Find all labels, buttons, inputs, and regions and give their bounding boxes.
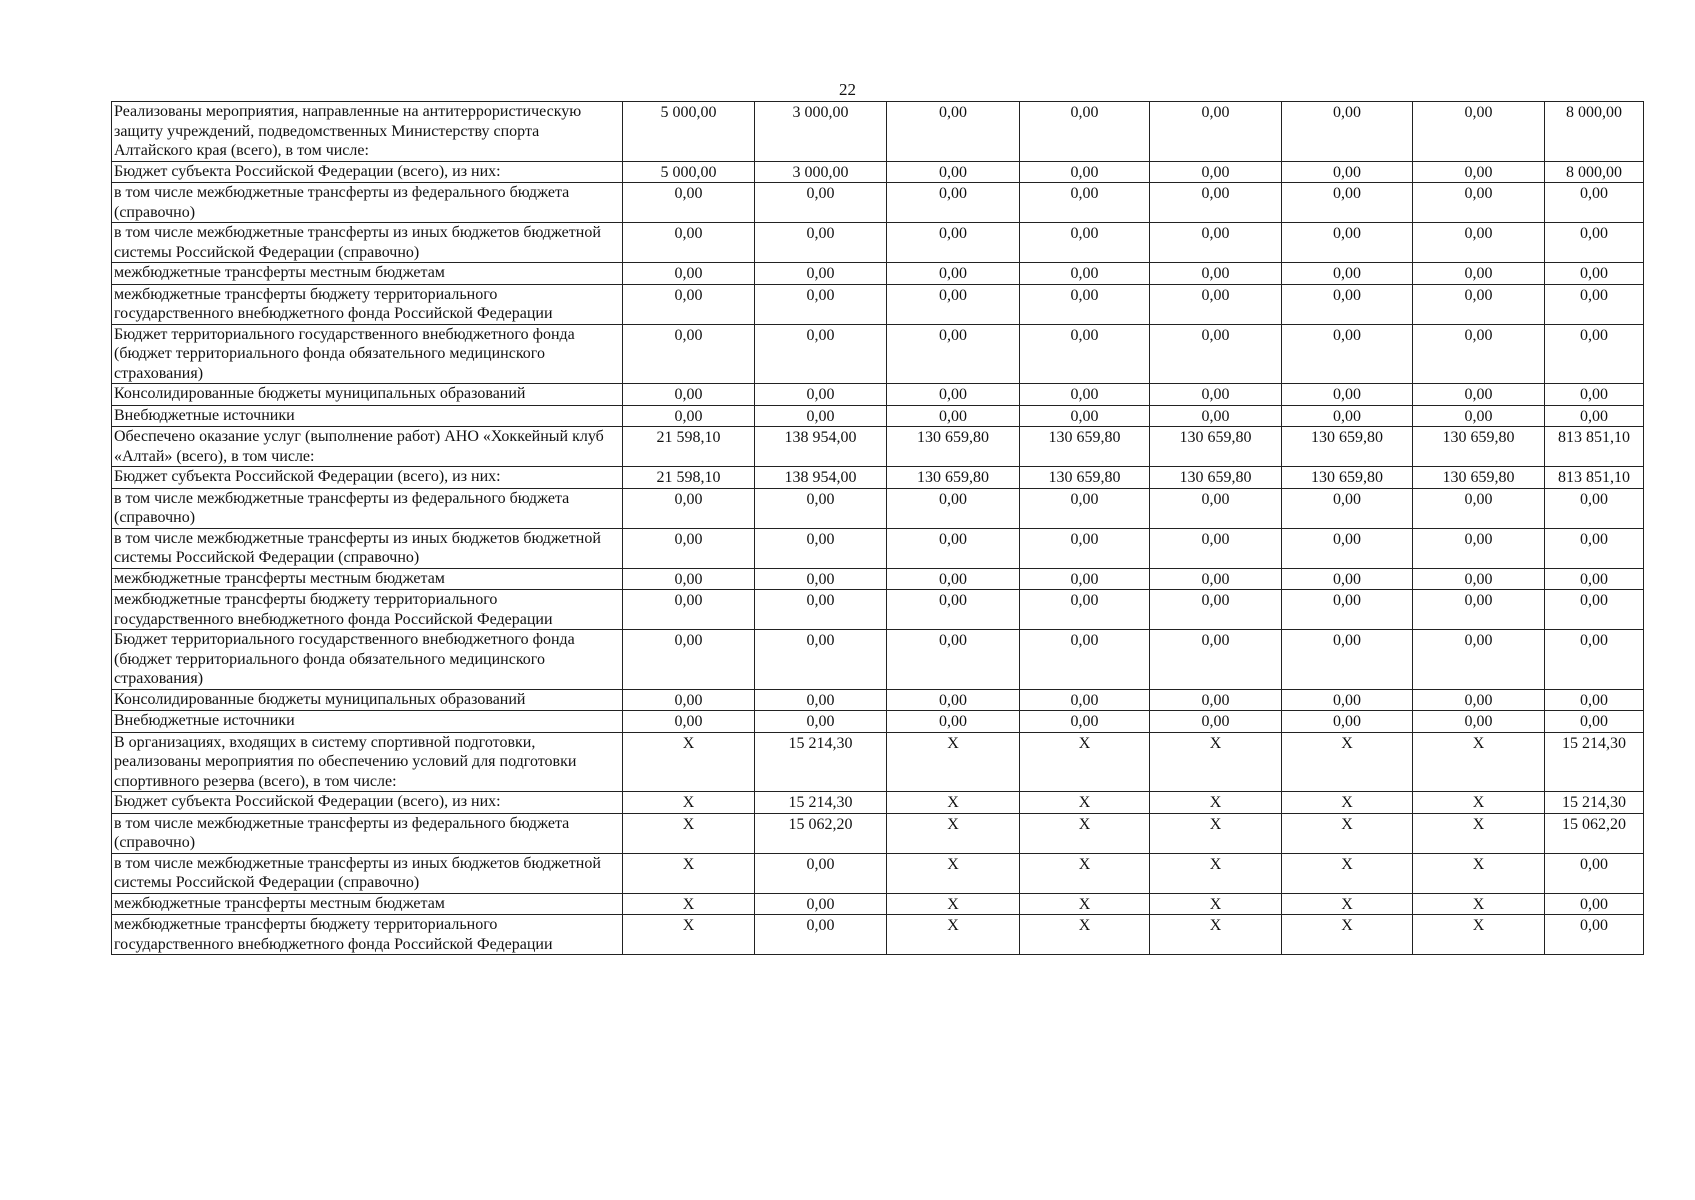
row-label: межбюджетные трансферты бюджету территориального государственного внебюджетного фонда Российской Федерации <box>112 915 623 955</box>
table-row <box>112 427 1644 467</box>
row-value: 0,00 <box>755 223 887 263</box>
row-value: 0,00 <box>1282 689 1413 711</box>
row-value: X <box>1282 813 1413 853</box>
row-value: X <box>1020 813 1150 853</box>
row-value: 0,00 <box>887 528 1020 568</box>
row-value: X <box>1282 792 1413 814</box>
row-value: 0,00 <box>1413 528 1545 568</box>
row-value: 0,00 <box>1413 102 1545 162</box>
row-value: 0,00 <box>1150 284 1282 324</box>
row-value: 0,00 <box>887 590 1020 630</box>
row-value: 0,00 <box>1020 384 1150 406</box>
row-value: 0,00 <box>1413 324 1545 384</box>
row-value: 0,00 <box>887 223 1020 263</box>
row-value: X <box>1413 813 1545 853</box>
row-value: 0,00 <box>1150 488 1282 528</box>
row-value: 0,00 <box>1150 384 1282 406</box>
row-value: 0,00 <box>1545 853 1644 893</box>
row-value: 0,00 <box>755 284 887 324</box>
row-value: 0,00 <box>1545 488 1644 528</box>
row-value: 130 659,80 <box>887 427 1020 467</box>
row-value: 0,00 <box>755 689 887 711</box>
row-value: 0,00 <box>623 223 755 263</box>
row-value: 21 598,10 <box>623 467 755 489</box>
row-value: 0,00 <box>755 915 887 955</box>
table-row <box>112 689 1644 711</box>
row-label: Реализованы мероприятия, направленные на антитеррористическую защиту учреждений, подведомственных Министерству спорта Алтайского края (всего), в том числе: <box>112 102 623 162</box>
row-value: X <box>623 732 755 792</box>
row-value: X <box>1150 853 1282 893</box>
row-value: X <box>887 813 1020 853</box>
row-value: X <box>623 853 755 893</box>
row-value: 0,00 <box>623 263 755 285</box>
table-row <box>112 488 1644 528</box>
row-value: 0,00 <box>1020 711 1150 733</box>
row-value: X <box>1150 732 1282 792</box>
table-row <box>112 161 1644 183</box>
row-value: 0,00 <box>1150 689 1282 711</box>
row-value: 0,00 <box>1282 263 1413 285</box>
row-value: 0,00 <box>1545 590 1644 630</box>
row-label: в том числе межбюджетные трансферты из федерального бюджета (справочно) <box>112 813 623 853</box>
row-value: 0,00 <box>1413 488 1545 528</box>
row-value: X <box>1413 792 1545 814</box>
row-value: X <box>887 853 1020 893</box>
row-value: 0,00 <box>755 568 887 590</box>
budget-table-body <box>112 102 1644 955</box>
row-value: X <box>1413 732 1545 792</box>
row-label: межбюджетные трансферты местным бюджетам <box>112 263 623 285</box>
row-value: X <box>1413 853 1545 893</box>
row-value: 0,00 <box>1545 183 1644 223</box>
row-value: 15 214,30 <box>1545 792 1644 814</box>
row-value: 0,00 <box>1150 568 1282 590</box>
row-value: 0,00 <box>755 711 887 733</box>
row-value: X <box>887 915 1020 955</box>
table-row <box>112 324 1644 384</box>
row-value: 0,00 <box>1150 324 1282 384</box>
row-value: X <box>1282 893 1413 915</box>
row-value: 15 214,30 <box>755 792 887 814</box>
row-value: 0,00 <box>1413 263 1545 285</box>
row-value: X <box>1150 792 1282 814</box>
row-value: 130 659,80 <box>887 467 1020 489</box>
row-value: X <box>1150 813 1282 853</box>
table-row <box>112 384 1644 406</box>
row-value: 0,00 <box>755 263 887 285</box>
row-value: 0,00 <box>1545 893 1644 915</box>
row-value: 0,00 <box>623 711 755 733</box>
row-value: 0,00 <box>1150 263 1282 285</box>
row-value: 0,00 <box>755 183 887 223</box>
row-value: 0,00 <box>887 488 1020 528</box>
row-value: 0,00 <box>1020 223 1150 263</box>
row-value: X <box>887 792 1020 814</box>
row-value: 0,00 <box>755 853 887 893</box>
row-value: X <box>1020 893 1150 915</box>
table-row <box>112 223 1644 263</box>
row-value: 0,00 <box>1150 161 1282 183</box>
row-value: 15 062,20 <box>1545 813 1644 853</box>
row-value: 0,00 <box>1282 102 1413 162</box>
row-value: 15 214,30 <box>1545 732 1644 792</box>
row-label: межбюджетные трансферты местным бюджетам <box>112 893 623 915</box>
row-value: 0,00 <box>1282 384 1413 406</box>
row-value: 0,00 <box>1413 384 1545 406</box>
table-row <box>112 263 1644 285</box>
row-value: 130 659,80 <box>1150 467 1282 489</box>
table-row <box>112 915 1644 955</box>
row-value: X <box>887 893 1020 915</box>
row-value: 0,00 <box>887 284 1020 324</box>
row-value: 0,00 <box>623 590 755 630</box>
row-value: 130 659,80 <box>1413 467 1545 489</box>
row-value: 0,00 <box>1545 689 1644 711</box>
row-value: 0,00 <box>1150 590 1282 630</box>
row-value: 0,00 <box>1545 568 1644 590</box>
row-value: 130 659,80 <box>1282 467 1413 489</box>
row-value: 0,00 <box>887 384 1020 406</box>
row-value: 0,00 <box>1020 405 1150 427</box>
row-value: 0,00 <box>887 263 1020 285</box>
table-row <box>112 568 1644 590</box>
row-value: X <box>1020 792 1150 814</box>
row-value: 0,00 <box>887 630 1020 690</box>
row-value: 130 659,80 <box>1020 427 1150 467</box>
row-value: 0,00 <box>1282 568 1413 590</box>
row-value: 0,00 <box>755 528 887 568</box>
row-value: 0,00 <box>1282 630 1413 690</box>
row-value: 0,00 <box>1150 630 1282 690</box>
row-value: 0,00 <box>1020 161 1150 183</box>
row-value: 0,00 <box>1150 405 1282 427</box>
row-value: 130 659,80 <box>1150 427 1282 467</box>
row-value: 0,00 <box>1282 161 1413 183</box>
table-row <box>112 590 1644 630</box>
table-row <box>112 853 1644 893</box>
row-value: 0,00 <box>1545 915 1644 955</box>
row-value: X <box>1413 893 1545 915</box>
row-value: 8 000,00 <box>1545 102 1644 162</box>
row-value: X <box>1282 853 1413 893</box>
row-value: 0,00 <box>1020 263 1150 285</box>
row-value: X <box>623 893 755 915</box>
row-value: 0,00 <box>623 528 755 568</box>
row-value: 5 000,00 <box>623 161 755 183</box>
row-value: 0,00 <box>1282 405 1413 427</box>
table-row <box>112 813 1644 853</box>
row-value: 0,00 <box>1282 590 1413 630</box>
row-value: 0,00 <box>1150 183 1282 223</box>
row-value: X <box>1020 732 1150 792</box>
row-value: 0,00 <box>1150 223 1282 263</box>
row-value: 0,00 <box>1413 630 1545 690</box>
row-value: 0,00 <box>1545 630 1644 690</box>
row-value: 0,00 <box>1150 711 1282 733</box>
row-value: 0,00 <box>1020 689 1150 711</box>
row-value: 0,00 <box>1413 689 1545 711</box>
row-value: 0,00 <box>1020 324 1150 384</box>
row-value: 813 851,10 <box>1545 467 1644 489</box>
row-value: X <box>1150 893 1282 915</box>
row-label: Бюджет территориального государственного внебюджетного фонда (бюджет территориального фонда обязательного медицинского страхования) <box>112 324 623 384</box>
row-value: 0,00 <box>1413 161 1545 183</box>
row-value: 0,00 <box>1150 102 1282 162</box>
row-value: X <box>623 813 755 853</box>
row-value: 0,00 <box>755 384 887 406</box>
page-number: 22 <box>839 80 856 99</box>
row-value: 0,00 <box>1545 324 1644 384</box>
table-row <box>112 893 1644 915</box>
row-value: 0,00 <box>623 284 755 324</box>
row-label: межбюджетные трансферты бюджету территориального государственного внебюджетного фонда Российской Федерации <box>112 590 623 630</box>
row-label: в том числе межбюджетные трансферты из иных бюджетов бюджетной системы Российской Федерации (справочно) <box>112 853 623 893</box>
row-value: 0,00 <box>623 488 755 528</box>
row-value: 0,00 <box>623 324 755 384</box>
row-value: 0,00 <box>1282 324 1413 384</box>
row-value: X <box>623 915 755 955</box>
row-value: 0,00 <box>623 183 755 223</box>
table-row <box>112 284 1644 324</box>
row-value: X <box>1413 915 1545 955</box>
row-label: Бюджет территориального государственного внебюджетного фонда (бюджет территориального фонда обязательного медицинского страхования) <box>112 630 623 690</box>
row-value: 0,00 <box>1282 528 1413 568</box>
row-value: 0,00 <box>887 102 1020 162</box>
row-value: 0,00 <box>887 568 1020 590</box>
table-row <box>112 732 1644 792</box>
row-value: 0,00 <box>755 405 887 427</box>
row-value: 0,00 <box>623 568 755 590</box>
row-value: 0,00 <box>887 161 1020 183</box>
row-label: Внебюджетные источники <box>112 405 623 427</box>
table-row <box>112 528 1644 568</box>
row-label: межбюджетные трансферты местным бюджетам <box>112 568 623 590</box>
row-value: 0,00 <box>1413 223 1545 263</box>
budget-table <box>111 101 1644 955</box>
row-value: 0,00 <box>1545 263 1644 285</box>
table-row <box>112 630 1644 690</box>
row-value: 0,00 <box>887 324 1020 384</box>
row-label: Бюджет субъекта Российской Федерации (всего), из них: <box>112 792 623 814</box>
row-label: Консолидированные бюджеты муниципальных образований <box>112 384 623 406</box>
row-value: X <box>1020 915 1150 955</box>
row-label: Обеспечено оказание услуг (выполнение работ) АНО «Хоккейный клуб «Алтай» (всего), в том числе: <box>112 427 623 467</box>
row-value: 0,00 <box>1545 223 1644 263</box>
row-label: Консолидированные бюджеты муниципальных образований <box>112 689 623 711</box>
table-row <box>112 467 1644 489</box>
row-value: 130 659,80 <box>1020 467 1150 489</box>
row-label: В организациях, входящих в систему спортивной подготовки, реализованы мероприятия по обеспечению условий для подготовки спортивного резерва (всего), в том числе: <box>112 732 623 792</box>
row-value: 0,00 <box>1282 284 1413 324</box>
row-value: 0,00 <box>1282 183 1413 223</box>
row-value: 0,00 <box>755 630 887 690</box>
row-value: 130 659,80 <box>1282 427 1413 467</box>
row-value: 0,00 <box>1020 528 1150 568</box>
row-value: 0,00 <box>1545 405 1644 427</box>
row-value: 0,00 <box>623 384 755 406</box>
row-value: 0,00 <box>755 893 887 915</box>
row-value: 15 214,30 <box>755 732 887 792</box>
row-value: 0,00 <box>1020 284 1150 324</box>
row-value: 0,00 <box>887 711 1020 733</box>
row-value: 0,00 <box>1020 488 1150 528</box>
row-value: 21 598,10 <box>623 427 755 467</box>
row-value: 0,00 <box>1545 284 1644 324</box>
row-value: 0,00 <box>1545 711 1644 733</box>
row-value: 0,00 <box>1413 405 1545 427</box>
row-label: межбюджетные трансферты бюджету территориального государственного внебюджетного фонда Российской Федерации <box>112 284 623 324</box>
row-value: 3 000,00 <box>755 102 887 162</box>
row-value: X <box>1020 853 1150 893</box>
row-value: 5 000,00 <box>623 102 755 162</box>
row-value: 0,00 <box>1020 102 1150 162</box>
row-value: 0,00 <box>623 689 755 711</box>
row-label: Бюджет субъекта Российской Федерации (всего), из них: <box>112 161 623 183</box>
row-value: 0,00 <box>623 405 755 427</box>
row-value: 0,00 <box>1545 528 1644 568</box>
row-value: 813 851,10 <box>1545 427 1644 467</box>
row-value: 130 659,80 <box>1413 427 1545 467</box>
row-value: 0,00 <box>1413 183 1545 223</box>
table-row <box>112 405 1644 427</box>
row-value: X <box>623 792 755 814</box>
row-label: в том числе межбюджетные трансферты из иных бюджетов бюджетной системы Российской Федерации (справочно) <box>112 223 623 263</box>
row-value: 15 062,20 <box>755 813 887 853</box>
row-value: X <box>1282 915 1413 955</box>
row-value: 0,00 <box>1413 711 1545 733</box>
row-label: Бюджет субъекта Российской Федерации (всего), из них: <box>112 467 623 489</box>
row-value: 0,00 <box>755 324 887 384</box>
row-label: в том числе межбюджетные трансферты из федерального бюджета (справочно) <box>112 183 623 223</box>
row-value: 3 000,00 <box>755 161 887 183</box>
row-value: X <box>1150 915 1282 955</box>
row-value: 138 954,00 <box>755 467 887 489</box>
row-value: 0,00 <box>887 183 1020 223</box>
row-value: 0,00 <box>1282 223 1413 263</box>
row-value: 0,00 <box>1413 284 1545 324</box>
row-label: Внебюджетные источники <box>112 711 623 733</box>
row-value: 0,00 <box>1545 384 1644 406</box>
row-value: 0,00 <box>1150 528 1282 568</box>
row-value: 0,00 <box>755 488 887 528</box>
row-label: в том числе межбюджетные трансферты из федерального бюджета (справочно) <box>112 488 623 528</box>
table-row <box>112 711 1644 733</box>
table-row <box>112 183 1644 223</box>
row-label: в том числе межбюджетные трансферты из иных бюджетов бюджетной системы Российской Федерации (справочно) <box>112 528 623 568</box>
row-value: 0,00 <box>623 630 755 690</box>
table-row <box>112 102 1644 162</box>
row-value: 8 000,00 <box>1545 161 1644 183</box>
row-value: 0,00 <box>887 689 1020 711</box>
row-value: 0,00 <box>1020 630 1150 690</box>
row-value: 0,00 <box>1413 568 1545 590</box>
row-value: 138 954,00 <box>755 427 887 467</box>
row-value: 0,00 <box>1020 568 1150 590</box>
row-value: 0,00 <box>1282 711 1413 733</box>
table-row <box>112 792 1644 814</box>
row-value: 0,00 <box>755 590 887 630</box>
row-value: X <box>1282 732 1413 792</box>
row-value: 0,00 <box>887 405 1020 427</box>
row-value: 0,00 <box>1413 590 1545 630</box>
row-value: X <box>887 732 1020 792</box>
row-value: 0,00 <box>1020 590 1150 630</box>
row-value: 0,00 <box>1282 488 1413 528</box>
row-value: 0,00 <box>1020 183 1150 223</box>
